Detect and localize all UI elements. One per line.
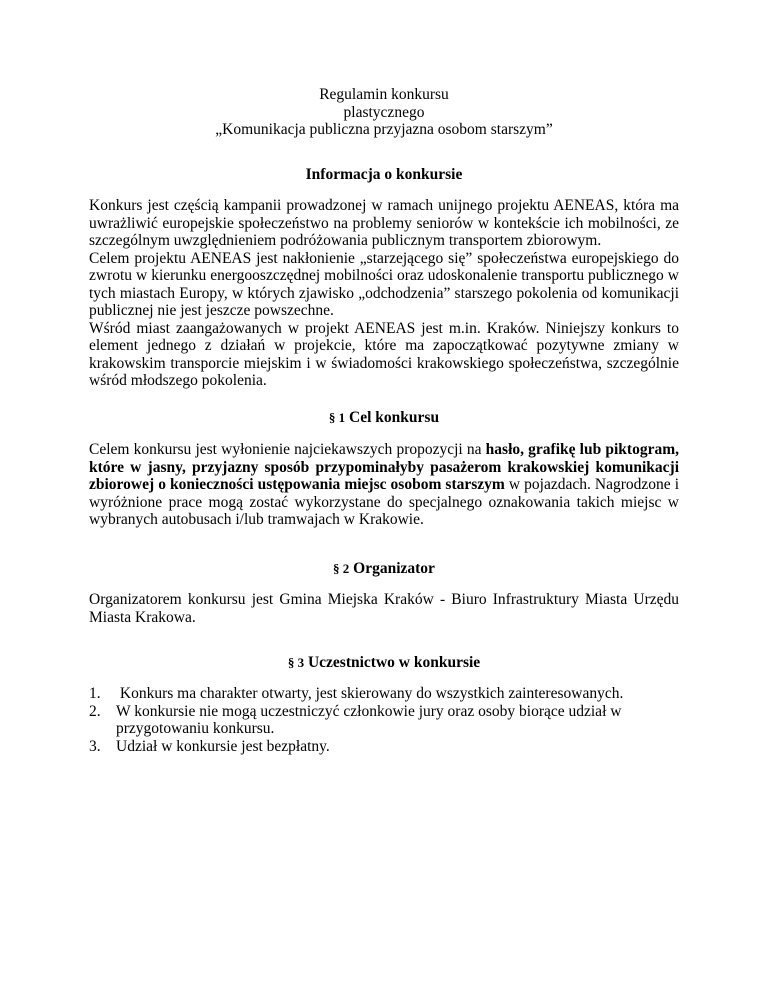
list-item-text: Udział w konkursie jest bezpłatny. xyxy=(116,737,330,755)
list-item-number: 1. xyxy=(89,685,101,702)
section-3-heading xyxy=(0,654,768,672)
title-line-1: Regulamin konkursu xyxy=(319,86,449,103)
list-item xyxy=(89,738,679,756)
section-3-title: Uczestnictwo w konkursie xyxy=(307,654,481,671)
list-item-text: Konkurs ma charakter otwarty, jest skierowany do wszystkich zainteresowanych. xyxy=(116,685,624,702)
section-1-heading xyxy=(0,409,768,427)
list-item-text: W konkursie nie mogą uczestniczyć członkowie jury oraz osoby biorące udział w przygotowaniu konkursu. xyxy=(116,702,622,737)
document-title xyxy=(0,86,768,139)
info-heading: Informacja o konkursie xyxy=(305,166,463,183)
title-line-3: „Komunikacja publiczna przyjazna osobom starszym” xyxy=(215,121,553,138)
section-2-paragraph: Organizatorem konkursu jest Gmina Miejska Kraków - Biuro Infrastruktury Miasta Urzędu Miasta Krakowa. xyxy=(89,591,679,626)
section-2-symbol: § 2 xyxy=(333,561,350,576)
section-1-title: Cel konkursu xyxy=(349,409,440,426)
info-paragraph-3: Wśród miast zaangażowanych w projekt AENEAS jest m.in. Kraków. Niniejszy konkurs to element jednego z działań w projekcie, które ma zapoczątkować pozytywne zmiany w krakowskim transporcie miejskim i w świadomości krakowskiego społeczeństwa, szczególnie wśród młodszego pokolenia. xyxy=(89,319,679,389)
list-item xyxy=(89,703,679,738)
info-paragraphs xyxy=(89,197,679,390)
section-2-title: Organizator xyxy=(353,560,435,577)
section-2-heading xyxy=(0,560,768,578)
section-3-symbol: § 3 xyxy=(287,655,305,670)
list-item-number: 2. xyxy=(89,702,101,720)
list-item-number: 3. xyxy=(89,737,101,755)
section-1-paragraph xyxy=(89,441,679,529)
section-1-text-after: w pojazdach. Nagrodzone i wyróżnione prace mogą zostać wykorzystane do specjalnego oznakowania takich miejsc w wybranych autobusach i/lub tramwajach w Krakowie. xyxy=(89,476,679,528)
info-paragraph-1: Konkurs jest częścią kampanii prowadzonej w ramach unijnego projektu AENEAS, która ma uwrażliwić europejskie społeczeństwo na problemy seniorów w kontekście ich mobilności, ze szczególnym uwzględnieniem podróżowania publicznym transportem zbiorowym. xyxy=(89,197,679,249)
section-3-list xyxy=(89,685,679,755)
list-item xyxy=(89,685,679,703)
info-paragraph-2: Celem projektu AENEAS jest nakłonienie „starzejącego się” społeczeństwa europejskiego do zwrotu w kierunku energooszczędnej mobilności oraz udoskonalenie transportu publicznego w tych miastach Europy, w których zjawisko „odchodzenia” starszego pokolenia od komunikacji publicznej nie jest jeszcze powszechne. xyxy=(89,249,679,319)
section-1-text-bold: hasło, grafikę lub piktogram, które w jasny, przyjazny sposób przypominałyby pasażerom krakowskiej komunikacji zbiorowej o konieczności ustępowania miejsc osobom starszym xyxy=(89,441,679,493)
section-1-text-before: Celem konkursu jest wyłonienie najciekawszych propozycji na xyxy=(89,441,486,458)
title-line-2: plastycznego xyxy=(343,103,425,121)
section-1-symbol: § 1 xyxy=(328,410,346,425)
